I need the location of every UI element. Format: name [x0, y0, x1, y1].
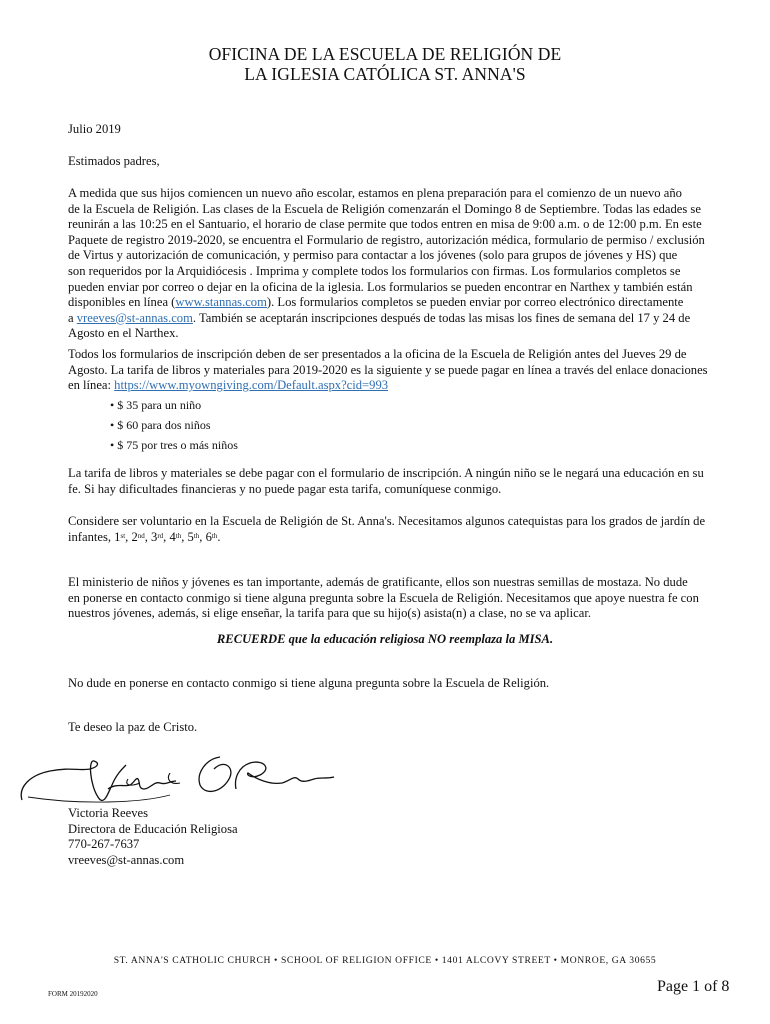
letter-date: Julio 2019: [68, 122, 121, 136]
fee-item: • $ 60 para dos niños: [110, 418, 211, 432]
email-link[interactable]: vreeves@st-annas.com: [76, 310, 193, 325]
text-line: A medida que sus hijos comiencen un nuevo año escolar, estamos en plena preparación para el comienzo de un nuevo año: [68, 186, 682, 200]
paragraph-registration: [68, 186, 708, 342]
text-segment: . También se aceptarán inscripciones después de todas las misas los fines de semana del 17 y 24 de: [192, 310, 691, 325]
text-line: fe. Si hay dificultades financieras y no puede pagar esta tarifa, comuníquese conmigo.: [68, 481, 502, 496]
paragraph-deadline: [68, 347, 708, 394]
greeting: Estimados padres,: [68, 154, 160, 168]
text-line: Agosto en el Narthex.: [68, 326, 179, 341]
ordinal-suffix: th: [175, 531, 182, 540]
ordinal-suffix: th: [193, 531, 200, 540]
title-line-2: LA IGLESIA CATÓLICA ST. ANNA'S: [244, 64, 526, 84]
fee-item: • $ 35 para un niño: [110, 398, 202, 412]
text-line: [68, 311, 708, 327]
ordinal-suffix: th: [211, 531, 218, 540]
ordinal-suffix: rd: [157, 531, 164, 540]
donation-link[interactable]: https://www.myowngiving.com/Default.aspx?cid=993: [114, 378, 389, 393]
text-line: [68, 295, 708, 311]
signature-image: [20, 745, 340, 815]
reminder-text: RECUERDE que la educación religiosa NO reemplaza la MISA.: [216, 632, 554, 646]
text-line: de la Escuela de Religión. Las clases de la Escuela de Religión comenzarán el Domingo 8 de Septiembre. Todas las edades se: [68, 201, 701, 216]
closing-line: Te deseo la paz de Cristo.: [68, 720, 198, 734]
text-line: de Virtus y autorización de comunicación, y permiso para contactar a los jóvenes (solo para grupos de jóvenes y HS) que: [68, 248, 678, 263]
paragraph-fee-note: [68, 466, 708, 497]
signature-block: [68, 806, 708, 868]
text-segment: infantes, 1: [68, 529, 121, 544]
ordinal-suffix: nd: [137, 531, 145, 540]
text-segment: ). Los formularios completos se pueden enviar por correo electrónico directamente: [266, 295, 684, 310]
ordinal-suffix: st: [120, 531, 126, 540]
text-line: Agosto. La tarifa de libros y materiales para 2019-2020 es la siguiente y se puede pagar en línea a través del enlace donaciones: [68, 362, 708, 377]
page-indicator: Page 1 of 8: [657, 978, 730, 995]
paragraph-volunteer: [68, 514, 708, 545]
text-segment: .: [217, 529, 221, 544]
signer-title: Directora de Educación Religiosa: [68, 821, 238, 836]
text-line: El ministerio de niños y jóvenes es tan importante, además de gratificante, ellos son nuestras semillas de mostaza. No dude: [68, 575, 688, 589]
text-line: pueden enviar por correo o dejar en la oficina de la iglesia. Los formularios se pueden encontrar en Narthex y también están: [68, 279, 693, 294]
signer-email: vreeves@st-annas.com: [68, 852, 185, 867]
text-segment: a: [68, 310, 77, 325]
document-title: [0, 44, 770, 84]
form-id: FORM 20192020: [48, 990, 98, 998]
text-segment: , 2: [125, 529, 138, 544]
text-segment: , 4: [163, 529, 176, 544]
text-line: Paquete de registro 2019-2020, se encuentra el Formulario de registro, autorización médica, formulario de permiso / exclusión: [68, 232, 705, 247]
grades-line: [68, 530, 708, 546]
fee-list: [110, 395, 238, 455]
signer-name: Victoria Reeves: [68, 806, 149, 820]
text-line: La tarifa de libros y materiales se debe pagar con el formulario de inscripción. A ningún niño se le negará una educación en su: [68, 466, 704, 480]
text-line: nuestros jóvenes, además, si elige enseñar, la tarifa para que su hijo(s) asista(n) a clase, no se va aplicar.: [68, 606, 591, 621]
text-line: Considere ser voluntario en la Escuela de Religión de St. Anna's. Necesitamos algunos catequistas para los grados de jardín de: [68, 514, 706, 528]
signer-phone: 770-267-7637: [68, 837, 140, 852]
title-line-1: OFICINA DE LA ESCUELA DE RELIGIÓN DE: [208, 44, 562, 64]
text-line: reunirán a las 10:25 en el Santuario, el horario de clase permite que todos entren en misa de 9:00 a.m. o de 12:00 p.m. En este: [68, 217, 702, 232]
text-segment: disponibles en línea (: [68, 295, 176, 310]
footer-address: ST. ANNA'S CATHOLIC CHURCH • SCHOOL OF RELIGION OFFICE • 1401 ALCOVY STREET • MONROE, GA 30655: [113, 955, 657, 966]
text-line: [68, 378, 708, 394]
text-segment: en línea:: [68, 378, 115, 393]
text-line: en ponerse en contacto conmigo si tiene alguna pregunta sobre la Escuela de Religión. Necesitamos que apoye nuestra fe con: [68, 590, 699, 605]
text-segment: , 5: [181, 529, 194, 544]
fee-item: • $ 75 por tres o más niños: [110, 438, 238, 452]
text-segment: , 3: [144, 529, 158, 544]
text-segment: , 6: [199, 529, 212, 544]
contact-line: No dude en ponerse en contacto conmigo si tiene alguna pregunta sobre la Escuela de Religión.: [68, 676, 550, 690]
text-line: Todos los formularios de inscripción deben de ser presentados a la oficina de la Escuela de Religión antes del Jueves 29 de: [68, 347, 687, 361]
paragraph-ministry: [68, 575, 708, 622]
website-link[interactable]: www.stannas.com: [175, 295, 267, 310]
text-line: son requeridos por la Arquidiócesis . Imprima y complete todos los formularios con firmas. Los formularios completos se: [68, 263, 681, 278]
